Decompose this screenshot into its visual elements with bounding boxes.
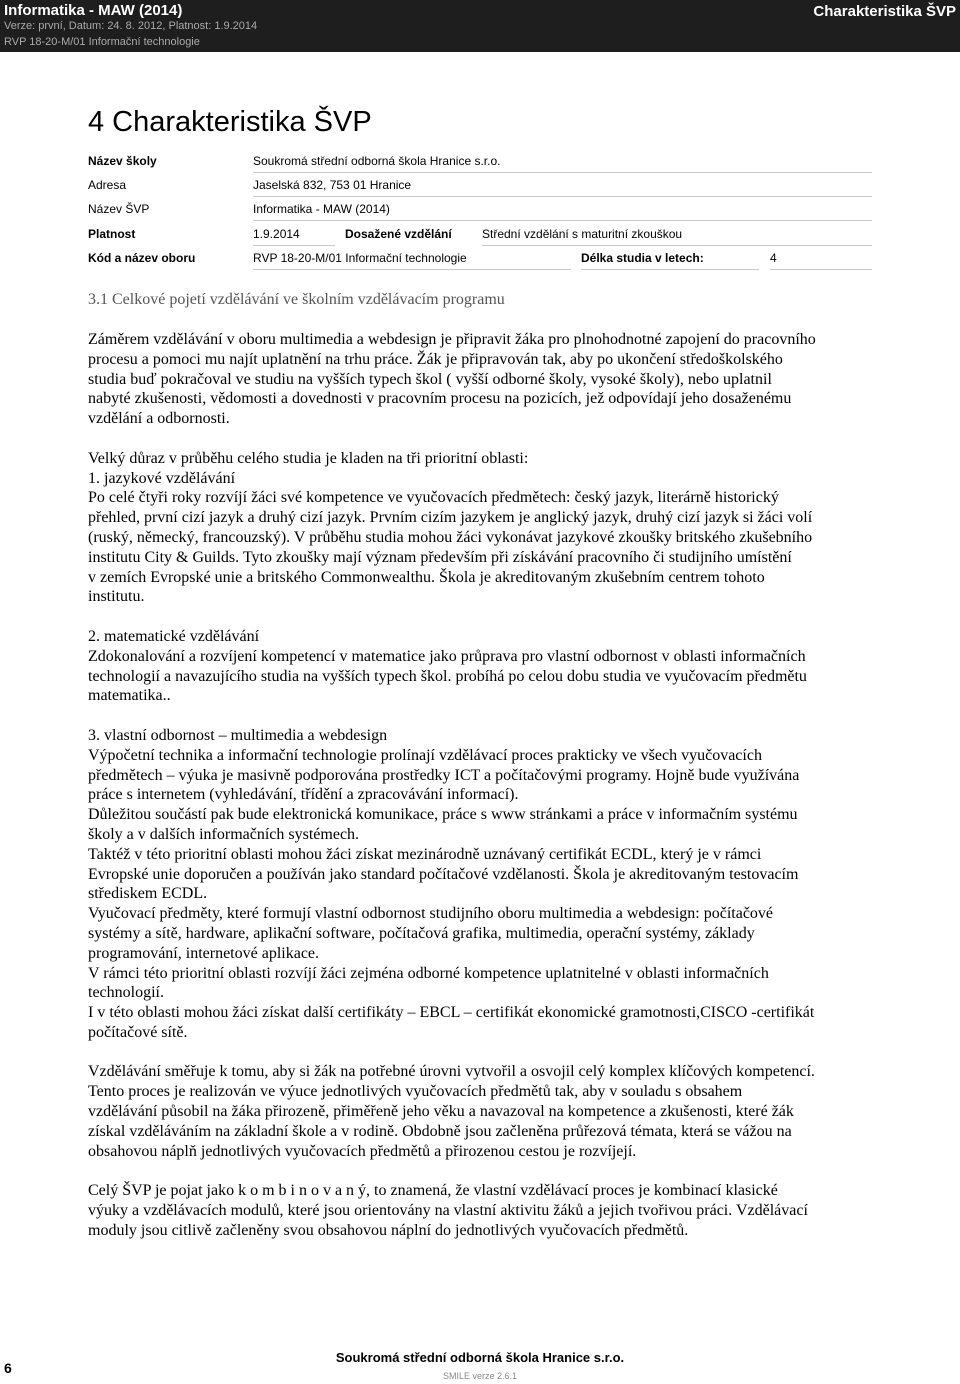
text-line: školy a v dalších informačních systémech.: [88, 825, 360, 843]
info-row-school: [88, 149, 872, 173]
text-line: Celý ŠVP je pojat jako k o m b i n o v a n ý, to znamená, že vlastní vzdělávací proces je kombinací klasické: [88, 1182, 778, 1200]
header-section-title: Charakteristika ŠVP: [813, 3, 956, 20]
text-line: systémy a sítě, hardware, aplikační software, počítačová grafika, multimedia, operační systémy, základy: [88, 924, 755, 942]
info-value: RVP 18-20-M/01 Informační technologie: [253, 251, 467, 265]
body-text: [88, 330, 872, 1260]
text-line: přehled, první cizí jazyk a druhý cizí jazyk. Prvním cizím jazykem je anglický jazyk, druhý cizí jazyk si žáci volí: [88, 509, 813, 527]
text-line: Vyučovací předměty, které formují vlastní odbornost studijního oboru multimedia a webdesign: počítačové: [88, 905, 774, 923]
text-line: Taktéž v této prioritní oblasti mohou žáci získat mezinárodně uznávaný certifikát ECDL, který je v rámci: [88, 845, 762, 863]
text-line: V rámci této prioritní oblasti rozvíjí žáci zejména odborné kompetence uplatnitelné v oblasti informačních: [88, 964, 769, 982]
footer-software-version: SMILE verze 2.6.1: [442, 1371, 518, 1381]
page-title: 4 Charakteristika ŠVP: [88, 106, 372, 138]
text-line: programování, internetové aplikace.: [88, 944, 320, 962]
info-row-svp: [88, 197, 872, 221]
text-line: 3. vlastní odbornost – multimedia a webdesign: [88, 726, 388, 744]
section-title: 3.1 Celkové pojetí vzdělávání ve školním vzdělávacím programu: [88, 291, 505, 308]
text-line: Zdokonalování a rozvíjení kompetencí v matematice jako průprava pro vlastní odbornost v oblasti informačních: [88, 647, 806, 665]
text-line: Tento proces je realizován ve výuce jednotlivých vyučovacích předmětů tak, aby v souladu s obsahem: [88, 1083, 743, 1101]
info-value: Střední vzdělání s maturitní zkouškou: [482, 227, 683, 241]
info-label: Název školy: [88, 154, 157, 168]
paragraph: [88, 627, 872, 706]
text-line: práce s internetem (vyhledávání, třídění a zpracovávání informací).: [88, 786, 519, 804]
text-line: nabyté zkušenosti, vědomosti a dovednosti v pracovním procesu na pozicích, jež odpovídají jeho dosaženému: [88, 390, 792, 408]
text-line: moduly jsou citlivě začleněny svou obsahovou náplní do jednotlivých vyučovacích předmětů.: [88, 1221, 689, 1239]
info-label: Název ŠVP: [88, 202, 150, 216]
row-divider: [253, 220, 872, 221]
header-rvp: RVP 18-20-M/01 Informační technologie: [4, 36, 200, 48]
header-title: Informatika - MAW (2014): [4, 2, 183, 19]
text-line: výuky a vzdělávacích modulů, které jsou orientovány na vlastní aktivitu žáků a jejich tvořivou práci. Vzdělávací: [88, 1202, 808, 1220]
text-line: Výpočetní technika a informační technologie prolínají vzdělávací proces prakticky ve všech vyučovacích: [88, 746, 762, 764]
info-label: Dosažené vzdělání: [345, 227, 452, 241]
info-label: Adresa: [88, 178, 127, 192]
info-value: Jaselská 832, 753 01 Hranice: [253, 178, 412, 192]
text-line: institutu City & Guilds. Tyto zkoušky mají význam především při získávání pracovního či studijního umístění: [88, 548, 792, 566]
text-line: vzdělání a odbornosti.: [88, 410, 230, 428]
info-value: 4: [770, 251, 777, 265]
text-line: technologií.: [88, 984, 164, 1002]
info-value: 1.9.2014: [253, 227, 300, 241]
text-line: vzdělávání působil na žáka přirozeně, přiměřeně jeho věku a navazoval na kompetence a zkušenosti, které žák: [88, 1103, 794, 1121]
paragraph: [88, 1181, 872, 1240]
text-line: v zemích Evropské unie a britského Commonwealthu. Škola je akreditovaným zkušebním centrem tohoto: [88, 568, 765, 586]
header-version: Verze: první, Datum: 24. 8. 2012, Platnost: 1.9.2014: [4, 20, 258, 32]
footer-school-name: Soukromá střední odborná škola Hranice s.r.o.: [335, 1350, 625, 1365]
row-divider: [253, 269, 571, 270]
text-line: procesu a pomoci mu najít uplatnění na trhu práce. Žák je připravován tak, aby po ukončení středoškolského: [88, 350, 783, 368]
text-line: technologií a navazujícího studia na vyšších typech škol. probíhá po celou dobu studia ve vyučovacím předmětu: [88, 667, 807, 685]
info-value: Informatika - MAW (2014): [253, 202, 390, 216]
text-line: I v této oblasti mohou žáci získat další certifikáty – EBCL – certifikát ekonomické gramotnosti,CISCO -certifikát: [88, 1004, 815, 1022]
text-line: předmětech – výuka je masivně podporována prostředky ICT a počítačovými programy. Hojně bude využívána: [88, 766, 800, 784]
text-line: Vzdělávání směřuje k tomu, aby si žák na potřebné úrovni vytvořil a osvojil celý komplex klíčových kompetencí.: [88, 1063, 815, 1081]
text-line: Velký důraz v průběhu celého studia je kladen na tři prioritní oblasti:: [88, 449, 529, 467]
info-row-validity: [88, 222, 872, 246]
info-row-field: [88, 246, 872, 270]
paragraph: [88, 726, 872, 1043]
page-number: 6: [4, 1360, 12, 1376]
text-line: Evropské unie doporučen a používán jako standard počítačové vzdělanosti. Škola je akreditovaným testovacím: [88, 865, 799, 883]
text-line: 1. jazykové vzdělávání: [88, 469, 236, 487]
text-line: 2. matematické vzdělávání: [88, 627, 260, 645]
row-divider: [581, 269, 759, 270]
text-line: střediskem ECDL.: [88, 885, 208, 903]
text-line: obsahovou náplň jednotlivých vyučovacích předmětů a přirozenou cestou je rozvíjejí.: [88, 1142, 637, 1160]
info-value: Soukromá střední odborná škola Hranice s.r.o.: [253, 154, 501, 168]
info-label: Délka studia v letech:: [581, 251, 704, 265]
text-line: Po celé čtyři roky rozvíjí žáci své kompetence ve vyučovacích předmětech: český jazyk, literárně historický: [88, 489, 779, 507]
text-line: počítačové sítě.: [88, 1023, 188, 1041]
text-line: získal vzděláváním na základní škole a v rodině. Obdobně jsou začleněna průřezová témata, která se vážou na: [88, 1122, 792, 1140]
text-line: matematika..: [88, 687, 171, 705]
info-label: Platnost: [88, 227, 136, 241]
text-line: Důležitou součástí pak bude elektronická komunikace, práce s www stránkami a práce v informačním systému: [88, 806, 798, 824]
text-line: (ruský, německý, francouzský). V průběhu studia mohou žáci vykonávat jazykové zkoušky britského zkušebního: [88, 528, 813, 546]
text-line: studia buď pokračoval ve studiu na vyšších typech škol ( vyšší odborné školy, vysoké školy), nebo uplatnil: [88, 370, 772, 388]
paragraph: [88, 1062, 872, 1161]
paragraph: [88, 330, 872, 429]
text-line: institutu.: [88, 588, 145, 606]
info-label: Kód a název oboru: [88, 251, 196, 265]
document-header: [0, 0, 960, 52]
row-divider: [770, 269, 872, 270]
paragraph: [88, 449, 872, 607]
info-row-address: [88, 173, 872, 197]
text-line: Záměrem vzdělávání v oboru multimedia a webdesign je připravit žáka pro plnohodnotné zapojení do pracovního: [88, 331, 816, 348]
